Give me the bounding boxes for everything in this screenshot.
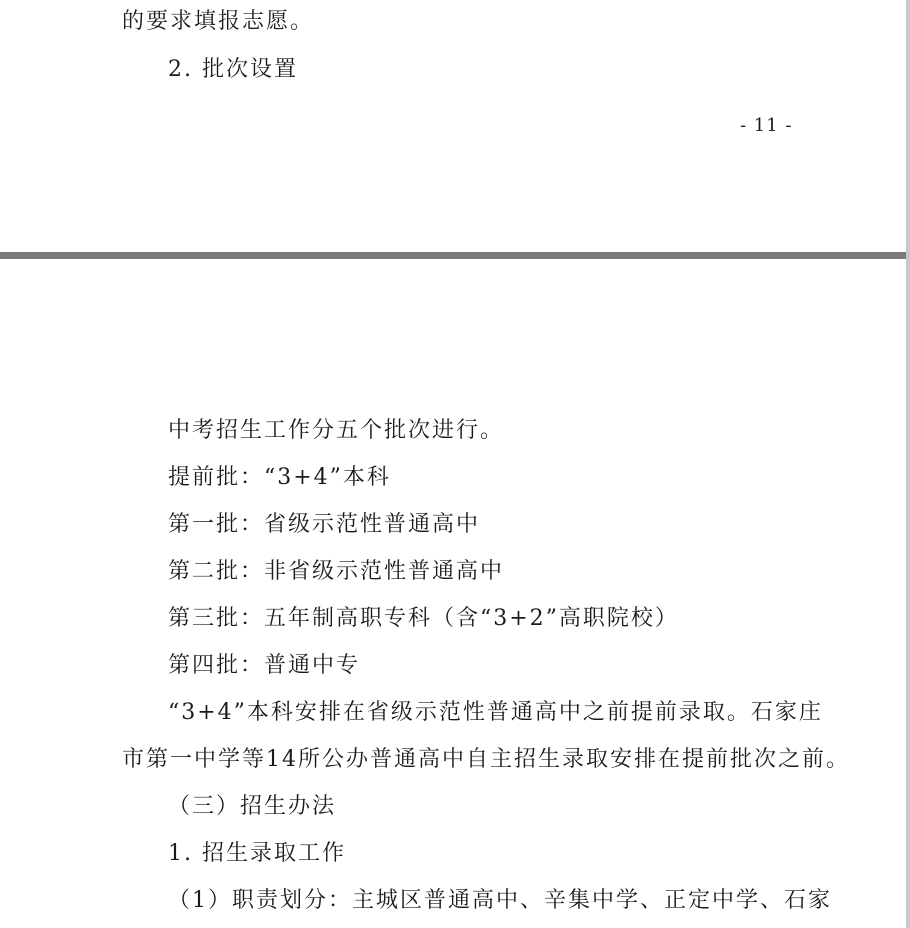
document-page-current (0, 259, 906, 928)
batch-item-line: 第四批：普通中专 (168, 653, 361, 678)
body-text-line: 的要求填报志愿。 (122, 9, 315, 34)
section-heading: （三）招生办法 (168, 794, 337, 819)
batch-item-line: 第三批：五年制高职专科（含“3+2”高职院校） (168, 606, 679, 631)
subsection-heading: 1. 招生录取工作 (168, 841, 346, 866)
page-number: - 11 - (740, 115, 793, 136)
batch-item-line: 提前批：“3+4”本科 (168, 465, 391, 490)
body-text-line: 市第一中学等14所公办普通高中自主招生录取安排在提前批次之前。 (122, 747, 850, 772)
batch-item-line: 第一批：省级示范性普通高中 (168, 512, 481, 537)
window-edge (906, 0, 910, 928)
body-text-line: （1）职责划分：主城区普通高中、辛集中学、正定中学、石家 (168, 888, 832, 913)
page-separator (0, 252, 910, 259)
document-page-previous (0, 0, 906, 252)
batch-item-line: 第二批：非省级示范性普通高中 (168, 559, 505, 584)
section-heading: 2. 批次设置 (168, 57, 298, 82)
body-text-line: “3+4”本科安排在省级示范性普通高中之前提前录取。石家庄 (168, 700, 823, 725)
body-text-line: 中考招生工作分五个批次进行。 (168, 418, 505, 443)
